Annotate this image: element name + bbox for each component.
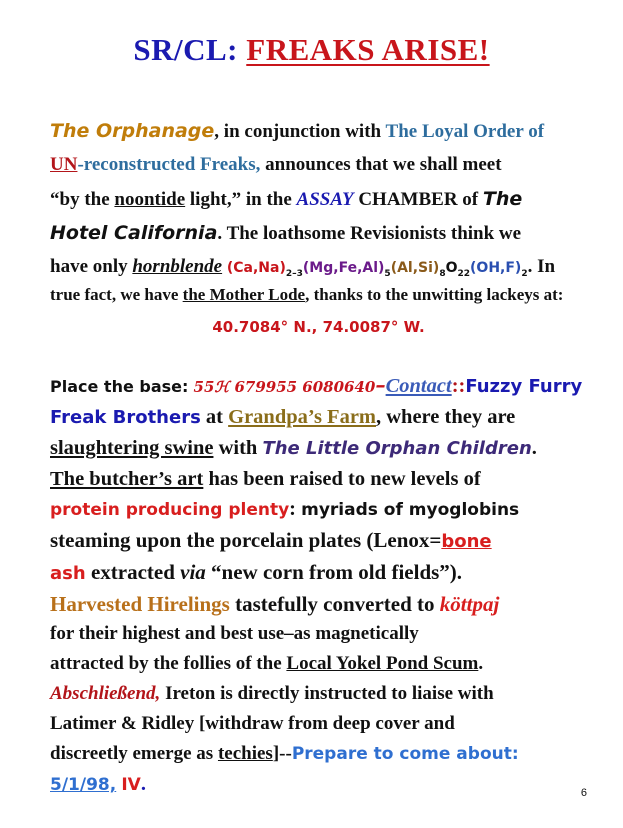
text-segment: “new corn from old fields”). bbox=[211, 560, 463, 584]
text-segment: Latimer & Ridley [withdraw from deep cover and bbox=[50, 713, 455, 734]
text-segment: extracted bbox=[90, 560, 175, 584]
orphanage-text: The Orphanage bbox=[50, 120, 215, 142]
text-segment: . bbox=[478, 653, 484, 674]
formula-sub: 5 bbox=[384, 268, 391, 279]
text-segment: tastefully converted to bbox=[235, 592, 435, 616]
paragraph-announcement bbox=[50, 114, 587, 344]
techies-text: techies bbox=[217, 743, 273, 764]
local-yokel-text: Local Yokel Pond Scum bbox=[286, 653, 479, 674]
text-segment: discreetly emerge as bbox=[50, 743, 214, 764]
text-segment: – bbox=[375, 373, 386, 397]
title-main: FREAKS ARISE! bbox=[246, 32, 490, 67]
freak-brothers-text: Freak Brothers bbox=[50, 407, 201, 428]
contact-link[interactable]: Contact bbox=[385, 375, 452, 397]
hotel-california-text: Hotel California bbox=[50, 222, 218, 244]
ash-text: ash bbox=[50, 563, 86, 584]
text-segment: for their highest and best use–as magnetically bbox=[50, 623, 419, 644]
assay-text: ASSAY bbox=[296, 189, 354, 210]
text-segment: lackeys at: bbox=[486, 285, 564, 304]
slaughtering-swine-text: slaughtering swine bbox=[50, 437, 214, 459]
kottpaj-text: köttpaj bbox=[439, 592, 500, 616]
text-segment: . The loathsome Revisionists think we bbox=[217, 223, 522, 244]
formula-sub: 2–3 bbox=[285, 268, 303, 279]
text-segment: . bbox=[140, 773, 146, 795]
text-segment: announces that we shall meet bbox=[265, 154, 502, 175]
formula-sub: 22 bbox=[457, 268, 471, 279]
place-base-label: Place the base: bbox=[50, 377, 189, 396]
formula-part: (OH,F) bbox=[470, 260, 522, 276]
text-segment: , where they are bbox=[376, 406, 516, 428]
un-text: UN bbox=[50, 154, 78, 175]
text-segment: :: bbox=[451, 375, 466, 397]
text-segment: . In bbox=[527, 256, 556, 277]
reconstructed-text: -reconstructed Freaks, bbox=[77, 154, 261, 175]
formula-part: O bbox=[445, 260, 458, 276]
via-text: via bbox=[180, 560, 206, 584]
harvested-hirelings-text: Harvested Hirelings bbox=[50, 592, 230, 616]
butchers-art-text: The butcher’s art bbox=[50, 468, 204, 490]
text-segment: Ireton is directly instructed to liaise with bbox=[165, 683, 494, 704]
text-segment: ]-- bbox=[272, 743, 292, 764]
title-prefix: SR/CL: bbox=[133, 32, 239, 67]
text-segment: light,” in the bbox=[189, 189, 292, 210]
text-segment: steaming upon the porcelain plates (Lenox= bbox=[50, 528, 442, 552]
bone-text: bone bbox=[441, 531, 492, 552]
text-segment: . bbox=[531, 437, 537, 459]
coordinates-text: 40.7084° N., 74.0087° W. bbox=[212, 318, 425, 336]
text-segment: has been raised to new levels of bbox=[208, 468, 481, 490]
handwritten-code: 55ℋ 679955 6080640 bbox=[193, 378, 376, 396]
formula-part: (Ca,Na) bbox=[226, 260, 286, 276]
text-segment: with bbox=[218, 437, 258, 459]
prepare-text: Prepare to come about: bbox=[291, 744, 519, 764]
page-title bbox=[0, 32, 623, 68]
hornblende-text: hornblende bbox=[132, 256, 223, 277]
chemical-formula bbox=[226, 260, 528, 279]
abschliessend-text: Abschließend, bbox=[50, 683, 161, 704]
text-segment: : bbox=[289, 498, 296, 520]
formula-part: (Al,Si) bbox=[390, 260, 440, 276]
text-segment: true fact, we have bbox=[50, 285, 179, 304]
the-text: The bbox=[482, 188, 523, 210]
little-orphan-children-text: The Little Orphan Children bbox=[262, 438, 532, 459]
text-segment: CHAMBER of bbox=[358, 189, 479, 210]
formula-part: (Mg,Fe,Al) bbox=[302, 260, 385, 276]
loyal-order-text: The Loyal Order of bbox=[385, 121, 545, 142]
text-segment: attracted by the follies of the bbox=[50, 653, 282, 674]
mother-lode-text: the Mother Lode bbox=[182, 285, 306, 304]
fuzzy-furry-text: Fuzzy Furry bbox=[465, 376, 583, 397]
paragraph-instructions bbox=[50, 370, 587, 800]
text-segment: have only bbox=[50, 256, 128, 277]
formula-sub: 8 bbox=[439, 268, 446, 279]
myriads-text: myriads of myoglobins bbox=[301, 500, 520, 520]
text-segment: at bbox=[205, 406, 223, 428]
grandpas-farm-text: Grandpa’s Farm bbox=[228, 406, 376, 428]
text-segment: , thanks to the unwitting bbox=[305, 285, 483, 304]
text-segment: “by the bbox=[50, 189, 110, 210]
page-number: 6 bbox=[580, 787, 587, 799]
formula-sub: 2 bbox=[521, 268, 528, 279]
iv-text: IV bbox=[121, 775, 141, 795]
date-text: 5/1/98, bbox=[50, 775, 117, 795]
text-segment: , in conjunction with bbox=[214, 121, 382, 142]
noontide-text: noontide bbox=[114, 189, 186, 210]
protein-text: protein producing plenty bbox=[50, 500, 290, 520]
